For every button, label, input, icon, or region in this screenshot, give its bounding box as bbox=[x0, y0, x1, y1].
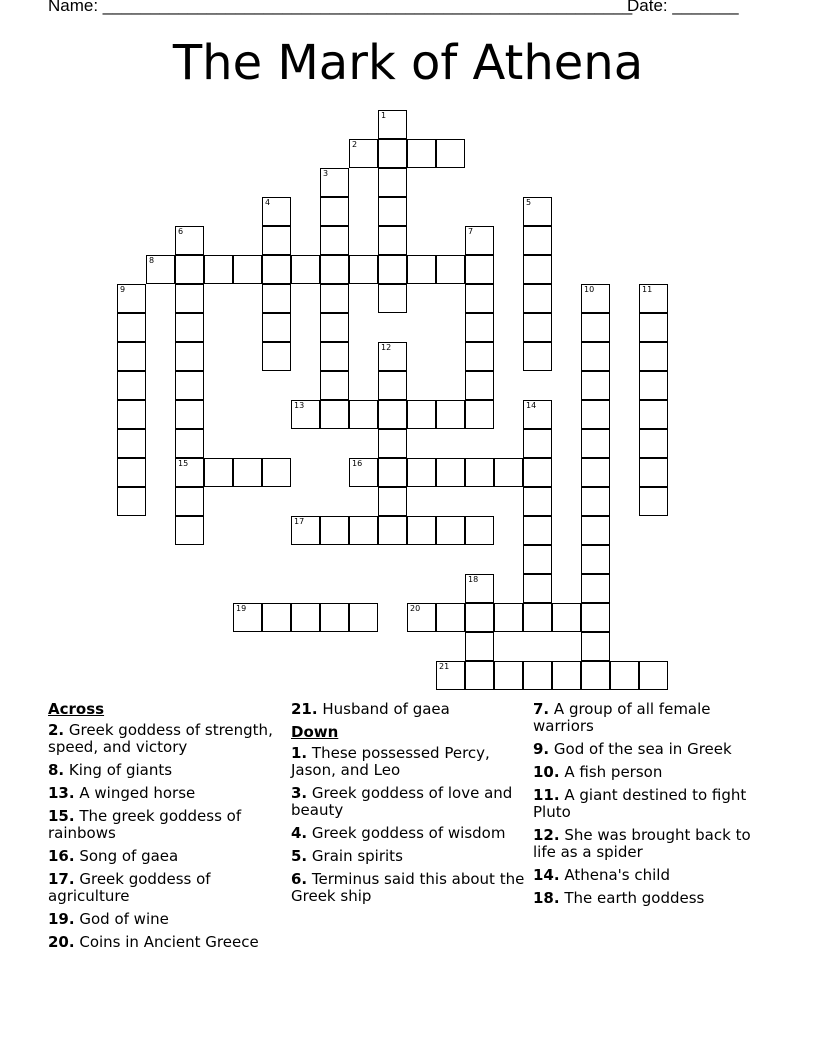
grid-cell[interactable] bbox=[523, 197, 552, 226]
name-field-label: Name: ________________________________________________________ bbox=[48, 0, 633, 15]
grid-cell[interactable] bbox=[465, 603, 494, 632]
clue-number: 12 bbox=[381, 343, 392, 352]
clue-item-number: 5. bbox=[291, 847, 308, 865]
clue-item-number: 18. bbox=[533, 889, 560, 907]
clue-item-number: 14. bbox=[533, 866, 560, 884]
grid-cell[interactable] bbox=[523, 313, 552, 342]
clue-number: 13 bbox=[294, 401, 305, 410]
grid-cell[interactable] bbox=[175, 255, 204, 284]
clue-item-text: Grain spirits bbox=[311, 847, 403, 865]
grid-cell[interactable] bbox=[494, 603, 523, 632]
grid-cell[interactable] bbox=[378, 342, 407, 371]
grid-cell[interactable] bbox=[436, 400, 465, 429]
grid-cell[interactable] bbox=[436, 661, 465, 690]
grid-cell[interactable] bbox=[378, 284, 407, 313]
grid-cell[interactable] bbox=[262, 226, 291, 255]
grid-cell[interactable] bbox=[523, 603, 552, 632]
clue-item-number: 3. bbox=[291, 784, 308, 802]
grid-cell[interactable] bbox=[581, 603, 610, 632]
grid-cell[interactable] bbox=[552, 661, 581, 690]
grid-cell[interactable] bbox=[175, 400, 204, 429]
grid-cell[interactable] bbox=[465, 313, 494, 342]
grid-cell[interactable] bbox=[407, 400, 436, 429]
clue-item-text: These possessed Percy, Jason, and Leo bbox=[291, 744, 490, 779]
clue-item-text: A group of all female warriors bbox=[533, 700, 711, 735]
grid-cell[interactable] bbox=[291, 255, 320, 284]
clue-item bbox=[48, 762, 286, 779]
grid-cell[interactable] bbox=[494, 458, 523, 487]
clue-item-number: 1. bbox=[291, 744, 308, 762]
grid-cell[interactable] bbox=[523, 574, 552, 603]
grid-cell[interactable] bbox=[523, 284, 552, 313]
grid-cell[interactable] bbox=[175, 313, 204, 342]
clue-number: 15 bbox=[178, 459, 189, 468]
grid-cell[interactable] bbox=[175, 487, 204, 516]
grid-cell[interactable] bbox=[204, 458, 233, 487]
grid-cell[interactable] bbox=[639, 342, 668, 371]
clue-number: 16 bbox=[352, 459, 363, 468]
clue-number: 1 bbox=[381, 111, 387, 120]
clue-number: 6 bbox=[178, 227, 184, 236]
grid-cell[interactable] bbox=[639, 487, 668, 516]
grid-cell[interactable] bbox=[378, 458, 407, 487]
grid-cell[interactable] bbox=[523, 226, 552, 255]
grid-cell[interactable] bbox=[349, 139, 378, 168]
clue-item-text: The earth goddess bbox=[564, 889, 705, 907]
grid-cell[interactable] bbox=[378, 429, 407, 458]
grid-cell[interactable] bbox=[581, 632, 610, 661]
grid-cell[interactable] bbox=[175, 284, 204, 313]
clue-item bbox=[533, 890, 771, 907]
clue-item-number: 20. bbox=[48, 933, 75, 951]
grid-cell[interactable] bbox=[349, 400, 378, 429]
clue-number: 20 bbox=[410, 604, 421, 613]
grid-cell[interactable] bbox=[552, 603, 581, 632]
grid-cell[interactable] bbox=[465, 574, 494, 603]
grid-cell[interactable] bbox=[581, 313, 610, 342]
grid-cell[interactable] bbox=[117, 429, 146, 458]
grid-cell[interactable] bbox=[523, 400, 552, 429]
clue-item-text: She was brought back to life as a spider bbox=[533, 826, 751, 861]
grid-cell[interactable] bbox=[262, 255, 291, 284]
grid-cell[interactable] bbox=[117, 284, 146, 313]
grid-cell[interactable] bbox=[639, 400, 668, 429]
grid-cell[interactable] bbox=[465, 284, 494, 313]
clue-item-text: God of the sea in Greek bbox=[553, 740, 732, 758]
grid-cell[interactable] bbox=[349, 516, 378, 545]
clue-item bbox=[291, 871, 529, 905]
grid-cell[interactable] bbox=[117, 458, 146, 487]
clue-item-number: 8. bbox=[48, 761, 65, 779]
grid-cell[interactable] bbox=[407, 603, 436, 632]
grid-cell[interactable] bbox=[175, 429, 204, 458]
clue-number: 8 bbox=[149, 256, 155, 265]
clue-item bbox=[48, 934, 286, 951]
grid-cell[interactable] bbox=[436, 139, 465, 168]
clue-item-text: Husband of gaea bbox=[322, 700, 450, 718]
clue-item-text: The greek goddess of rainbows bbox=[48, 807, 242, 842]
grid-cell[interactable] bbox=[465, 255, 494, 284]
date-field-label: Date: _______ bbox=[627, 0, 739, 15]
clue-item-number: 11. bbox=[533, 786, 560, 804]
clue-item bbox=[291, 745, 529, 779]
clue-item bbox=[48, 848, 286, 865]
grid-cell[interactable] bbox=[465, 458, 494, 487]
grid-cell[interactable] bbox=[320, 400, 349, 429]
clue-item bbox=[291, 701, 529, 718]
grid-cell[interactable] bbox=[581, 429, 610, 458]
grid-cell[interactable] bbox=[465, 516, 494, 545]
grid-cell[interactable] bbox=[639, 661, 668, 690]
clue-number: 3 bbox=[323, 169, 329, 178]
grid-cell[interactable] bbox=[378, 168, 407, 197]
grid-cell[interactable] bbox=[494, 661, 523, 690]
grid-cell[interactable] bbox=[349, 255, 378, 284]
grid-cell[interactable] bbox=[175, 516, 204, 545]
grid-cell[interactable] bbox=[436, 516, 465, 545]
grid-cell[interactable] bbox=[581, 545, 610, 574]
clue-item-text: Greek goddess of strength, speed, and victory bbox=[48, 721, 273, 756]
grid-cell[interactable] bbox=[639, 458, 668, 487]
clue-item bbox=[48, 808, 286, 842]
grid-cell[interactable] bbox=[378, 255, 407, 284]
grid-cell[interactable] bbox=[175, 342, 204, 371]
grid-cell[interactable] bbox=[262, 342, 291, 371]
grid-cell[interactable] bbox=[291, 400, 320, 429]
clue-number: 10 bbox=[584, 285, 595, 294]
grid-cell[interactable] bbox=[465, 226, 494, 255]
clue-item bbox=[48, 785, 286, 802]
clue-item bbox=[533, 701, 771, 735]
grid-cell[interactable] bbox=[581, 516, 610, 545]
across-heading: Across bbox=[48, 700, 105, 718]
grid-cell[interactable] bbox=[320, 603, 349, 632]
grid-cell[interactable] bbox=[349, 603, 378, 632]
clue-item-text: God of wine bbox=[79, 910, 169, 928]
clue-item-number: 7. bbox=[533, 700, 550, 718]
clue-number: 18 bbox=[468, 575, 479, 584]
clue-item-text: Greek goddess of agriculture bbox=[48, 870, 211, 905]
grid-cell[interactable] bbox=[378, 371, 407, 400]
clue-item-text: Coins in Ancient Greece bbox=[79, 933, 259, 951]
clue-item-text: Athena's child bbox=[564, 866, 670, 884]
clue-item bbox=[533, 827, 771, 861]
clue-number: 9 bbox=[120, 285, 126, 294]
puzzle-title: The Mark of Athena bbox=[172, 35, 644, 91]
clues-column-1 bbox=[48, 701, 286, 957]
clue-item bbox=[291, 848, 529, 865]
grid-cell[interactable] bbox=[581, 458, 610, 487]
grid-cell[interactable] bbox=[320, 516, 349, 545]
grid-cell[interactable] bbox=[465, 661, 494, 690]
clue-item-text: Greek goddess of wisdom bbox=[311, 824, 506, 842]
grid-cell[interactable] bbox=[320, 168, 349, 197]
grid-cell[interactable] bbox=[436, 603, 465, 632]
clue-number: 4 bbox=[265, 198, 271, 207]
grid-cell[interactable] bbox=[407, 458, 436, 487]
grid-cell[interactable] bbox=[523, 429, 552, 458]
grid-cell[interactable] bbox=[378, 400, 407, 429]
grid-cell[interactable] bbox=[117, 342, 146, 371]
grid-cell[interactable] bbox=[291, 603, 320, 632]
grid-cell[interactable] bbox=[262, 458, 291, 487]
grid-cell[interactable] bbox=[204, 255, 233, 284]
clue-number: 2 bbox=[352, 140, 358, 149]
grid-cell[interactable] bbox=[175, 458, 204, 487]
clue-item-number: 10. bbox=[533, 763, 560, 781]
clue-item bbox=[48, 911, 286, 928]
grid-cell[interactable] bbox=[523, 545, 552, 574]
grid-cell[interactable] bbox=[262, 603, 291, 632]
grid-cell[interactable] bbox=[233, 603, 262, 632]
clue-number: 7 bbox=[468, 227, 474, 236]
grid-cell[interactable] bbox=[117, 400, 146, 429]
clue-item-number: 12. bbox=[533, 826, 560, 844]
grid-cell[interactable] bbox=[639, 429, 668, 458]
grid-cell[interactable] bbox=[639, 284, 668, 313]
clues-column-2 bbox=[291, 701, 529, 911]
grid-cell[interactable] bbox=[407, 255, 436, 284]
grid-cell[interactable] bbox=[378, 110, 407, 139]
clue-item bbox=[48, 871, 286, 905]
grid-cell[interactable] bbox=[523, 255, 552, 284]
grid-cell[interactable] bbox=[465, 371, 494, 400]
down-heading: Down bbox=[291, 723, 339, 741]
clue-item-text: A giant destined to fight Pluto bbox=[533, 786, 747, 821]
grid-cell[interactable] bbox=[262, 313, 291, 342]
clue-item bbox=[533, 787, 771, 821]
grid-cell[interactable] bbox=[523, 458, 552, 487]
clue-number: 14 bbox=[526, 401, 537, 410]
clues-column-3 bbox=[533, 701, 771, 913]
grid-cell[interactable] bbox=[320, 371, 349, 400]
grid-cell[interactable] bbox=[407, 516, 436, 545]
grid-cell[interactable] bbox=[117, 487, 146, 516]
grid-cell[interactable] bbox=[436, 458, 465, 487]
grid-cell[interactable] bbox=[233, 255, 262, 284]
clue-item-text: King of giants bbox=[68, 761, 173, 779]
clue-number: 17 bbox=[294, 517, 305, 526]
grid-cell[interactable] bbox=[523, 487, 552, 516]
grid-cell[interactable] bbox=[378, 226, 407, 255]
grid-cell[interactable] bbox=[465, 342, 494, 371]
grid-cell[interactable] bbox=[349, 458, 378, 487]
grid-cell[interactable] bbox=[320, 313, 349, 342]
grid-cell[interactable] bbox=[320, 284, 349, 313]
grid-cell[interactable] bbox=[262, 197, 291, 226]
grid-cell[interactable] bbox=[378, 487, 407, 516]
clue-item-text: Song of gaea bbox=[79, 847, 179, 865]
grid-cell[interactable] bbox=[320, 197, 349, 226]
grid-cell[interactable] bbox=[581, 371, 610, 400]
clue-number: 19 bbox=[236, 604, 247, 613]
grid-cell[interactable] bbox=[175, 371, 204, 400]
clue-item-number: 19. bbox=[48, 910, 75, 928]
clue-item bbox=[533, 867, 771, 884]
grid-cell[interactable] bbox=[581, 284, 610, 313]
grid-cell[interactable] bbox=[465, 632, 494, 661]
grid-cell[interactable] bbox=[320, 226, 349, 255]
clue-item-number: 13. bbox=[48, 784, 75, 802]
grid-cell[interactable] bbox=[262, 284, 291, 313]
grid-cell[interactable] bbox=[436, 255, 465, 284]
clue-number: 11 bbox=[642, 285, 653, 294]
grid-cell[interactable] bbox=[639, 313, 668, 342]
grid-cell[interactable] bbox=[523, 342, 552, 371]
grid-cell[interactable] bbox=[378, 139, 407, 168]
grid-cell[interactable] bbox=[581, 487, 610, 516]
grid-cell[interactable] bbox=[320, 342, 349, 371]
clue-item-text: Greek goddess of love and beauty bbox=[291, 784, 513, 819]
grid-cell[interactable] bbox=[581, 400, 610, 429]
grid-cell[interactable] bbox=[639, 371, 668, 400]
clue-item-text: A winged horse bbox=[79, 784, 196, 802]
grid-cell[interactable] bbox=[378, 516, 407, 545]
grid-cell[interactable] bbox=[610, 661, 639, 690]
grid-cell[interactable] bbox=[407, 139, 436, 168]
clue-number: 5 bbox=[526, 198, 532, 207]
grid-cell[interactable] bbox=[117, 371, 146, 400]
grid-cell[interactable] bbox=[291, 516, 320, 545]
grid-cell[interactable] bbox=[465, 400, 494, 429]
clue-item-number: 4. bbox=[291, 824, 308, 842]
clue-item bbox=[291, 825, 529, 842]
grid-cell[interactable] bbox=[581, 661, 610, 690]
clue-item bbox=[533, 764, 771, 781]
clue-item-text: A fish person bbox=[564, 763, 663, 781]
grid-cell[interactable] bbox=[320, 255, 349, 284]
clue-item-number: 6. bbox=[291, 870, 308, 888]
grid-cell[interactable] bbox=[523, 661, 552, 690]
clue-item-number: 21. bbox=[291, 700, 318, 718]
grid-cell[interactable] bbox=[233, 458, 262, 487]
clue-item-number: 2. bbox=[48, 721, 65, 739]
clue-item bbox=[533, 741, 771, 758]
grid-cell[interactable] bbox=[581, 574, 610, 603]
clue-item-number: 16. bbox=[48, 847, 75, 865]
clue-item bbox=[291, 785, 529, 819]
clue-item-number: 15. bbox=[48, 807, 75, 825]
clue-item bbox=[48, 722, 286, 756]
grid-cell[interactable] bbox=[581, 342, 610, 371]
clue-item-number: 9. bbox=[533, 740, 550, 758]
grid-cell[interactable] bbox=[175, 226, 204, 255]
grid-cell[interactable] bbox=[378, 197, 407, 226]
grid-cell[interactable] bbox=[523, 516, 552, 545]
clue-item-number: 17. bbox=[48, 870, 75, 888]
clue-item-text: Terminus said this about the Greek ship bbox=[291, 870, 525, 905]
grid-cell[interactable] bbox=[117, 313, 146, 342]
grid-cell[interactable] bbox=[146, 255, 175, 284]
clue-number: 21 bbox=[439, 662, 450, 671]
